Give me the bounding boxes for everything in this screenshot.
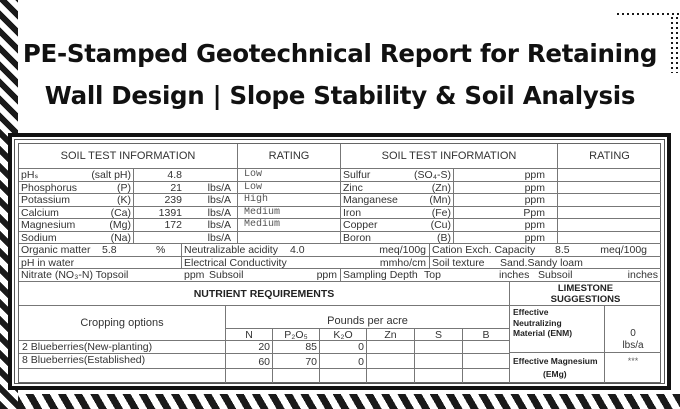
column-header-n: N	[226, 329, 273, 341]
organic-matter-cell: Organic matter 5.8 %	[19, 244, 182, 257]
rating-header-left: RATING	[238, 144, 341, 169]
soil-test-report: SOIL TEST INFORMATION RATING SOIL TEST INFORMATION RATING pHₛ (salt pH) 4.8 Low Phosphorus (P) 21 lbs/A Low Potassium (K) 239 lbs/A High Calcium (Ca) 1391 lbs/A Medium Magnesium (Mg) 172 lbs/A Medium Sodium (Na) lbs/A Sulfur (SO₄-S) ppm Zinc (Zn) ppm Manganese (Mn) ppm Iron (Fe) Ppm Copper (Cu) ppm Boron (B) ppm Organic matter 5.8 % Neutralizable acidity 4.0 meq/100g Cation Exch. Capacity 8.5 meq/100g pH in water Electrical Conductivity mmho/cm Soil texture Sand.Sandy loam Nitrate (NO₃-N) Topsoil ppm Subsoil ppm Sampling Depth Top inches Subsoil inches NUTRIENT REQUIREMENTS Cropping options Pounds per acre N P₂O₅ K₂O Zn S B 2 Blueberries(New-planting) 20 85 0 8 Blueberries(Established) 60 70 0 LIMESTONE SUGGESTIONS Effective Neutralizing Material (ENM) 0 lbs/a Effective Magnesium (EMg) ***	[18, 143, 661, 383]
crop-row-label: 8 Blueberries(Established)	[19, 354, 226, 369]
rating-value	[558, 232, 661, 245]
table-row: Manganese (Mn)	[341, 194, 454, 207]
rating-value: High	[238, 194, 341, 207]
soil-test-header-right: SOIL TEST INFORMATION	[341, 144, 558, 169]
rating-value: Medium	[238, 207, 341, 220]
rating-value	[558, 207, 661, 220]
emg-label: Effective Magnesium (EMg)	[510, 353, 605, 383]
rating-value	[238, 232, 341, 245]
table-row: Magnesium (Mg)	[19, 219, 134, 232]
pounds-per-acre-header: Pounds per acre	[226, 306, 510, 329]
table-row: Sulfur (SO₄-S)	[341, 169, 454, 182]
table-row: Potassium (K)	[19, 194, 134, 207]
soil-texture-cell: Soil texture Sand.Sandy loam	[430, 257, 661, 270]
sampling-depth-cell: Sampling Depth Top inches Subsoil inches	[341, 269, 661, 282]
rating-value	[558, 169, 661, 182]
column-header-s: S	[415, 329, 463, 341]
crop-row-label: 2 Blueberries(New-planting)	[19, 341, 226, 354]
cec-cell: Cation Exch. Capacity 8.5 meq/100g	[430, 244, 661, 257]
column-header-p2o5: P₂O₅	[273, 329, 320, 341]
cropping-options-header: Cropping options	[19, 306, 226, 341]
table-row: Copper (Cu)	[341, 219, 454, 232]
electrical-conductivity-cell: Electrical Conductivity mmho/cm	[182, 257, 430, 270]
page-title	[18, 33, 662, 117]
rating-value: Low	[238, 182, 341, 195]
title-line-1: PE-Stamped Geotechnical Report for Retaining	[22, 39, 658, 68]
ph-water-cell: pH in water	[19, 257, 182, 270]
crop-row-label	[19, 369, 226, 383]
soil-test-header-left: SOIL TEST INFORMATION	[19, 144, 238, 169]
table-row: Sodium (Na)	[19, 232, 134, 245]
title-line-2: Wall Design | Slope Stability & Soil Analysis	[44, 81, 636, 110]
decorative-dots	[676, 17, 678, 73]
rating-value	[558, 194, 661, 207]
nitrate-cell: Nitrate (NO₃-N) Topsoil ppm Subsoil ppm	[19, 269, 341, 282]
neutralizable-acidity-cell: Neutralizable acidity 4.0 meq/100g	[182, 244, 430, 257]
decorative-dots	[617, 13, 680, 15]
rating-value	[558, 182, 661, 195]
rating-header-right: RATING	[558, 144, 661, 169]
table-row: Zinc (Zn)	[341, 182, 454, 195]
table-row: pHₛ (salt pH)	[19, 169, 134, 182]
rating-value: Low	[238, 169, 341, 182]
decorative-bottom-stripes	[18, 394, 680, 409]
enm-value: 0 lbs/a	[605, 306, 661, 353]
column-header-zn: Zn	[367, 329, 415, 341]
rating-value	[558, 219, 661, 232]
limestone-suggestions-header: LIMESTONE SUGGESTIONS	[510, 282, 661, 306]
column-header-b: B	[463, 329, 510, 341]
nutrient-requirements-header: NUTRIENT REQUIREMENTS	[19, 282, 510, 306]
rating-value: Medium	[238, 219, 341, 232]
decorative-dots	[671, 17, 673, 73]
table-row: Phosphorus (P)	[19, 182, 134, 195]
table-row: Iron (Fe)	[341, 207, 454, 220]
column-header-k2o: K₂O	[320, 329, 367, 341]
enm-label: Effective Neutralizing Material (ENM)	[510, 306, 605, 353]
emg-value: ***	[627, 356, 639, 366]
table-row: Calcium (Ca)	[19, 207, 134, 220]
table-row: Boron (B)	[341, 232, 454, 245]
